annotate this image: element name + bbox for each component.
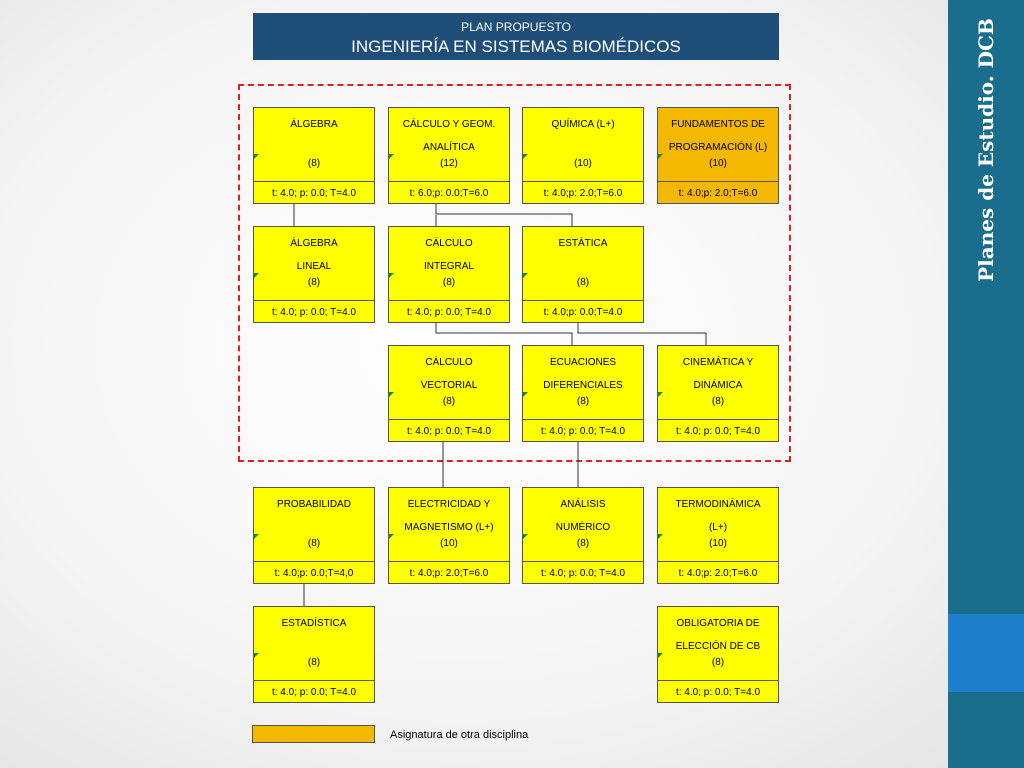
- course-box-cinematica-dinamica[interactable]: [657, 345, 779, 442]
- course-credits: (8): [711, 657, 725, 668]
- plan-title: INGENIERÍA EN SISTEMAS BIOMÉDICOS: [351, 37, 681, 56]
- course-hours: t: 4.0;p: 2.0;T=6.0: [543, 188, 623, 199]
- course-name-line1: ÁLGEBRA: [290, 238, 338, 249]
- course-name-line2: PROGRAMACIÓN (L): [668, 142, 768, 153]
- course-name-line1: ESTADÍSTICA: [281, 618, 347, 629]
- course-hours: t: 4.0;p: 0.0;T=4,0: [274, 568, 354, 579]
- course-box-algebra[interactable]: [253, 107, 375, 204]
- course-name-line1: CÁLCULO: [425, 238, 473, 249]
- course-hours: t: 4.0; p: 0.0; T=4.0: [406, 307, 492, 318]
- course-credits: (8): [307, 158, 321, 169]
- course-name-line1: TERMODINÁMICA: [675, 499, 761, 510]
- course-credits: (10): [440, 538, 458, 549]
- course-box-calculo-vectorial[interactable]: [388, 345, 510, 442]
- course-hours: t: 4.0;p: 2.0;T=6.0: [409, 568, 489, 579]
- course-credits: (8): [576, 396, 590, 407]
- course-hours: t: 4.0; p: 0.0; T=4.0: [271, 687, 357, 698]
- course-credits: (8): [307, 277, 321, 288]
- legend-label: Asignatura de otra disciplina: [390, 729, 529, 741]
- course-name-line1: OBLIGATORIA DE: [676, 618, 760, 629]
- course-name-line2: DINÁMICA: [693, 380, 743, 391]
- course-name-line1: ECUACIONES: [549, 357, 617, 368]
- course-name-line1: ESTÁTICA: [558, 238, 608, 249]
- course-credits: (8): [307, 657, 321, 668]
- course-box-ecuaciones-diferenciales[interactable]: [522, 345, 644, 442]
- legend-swatch: [252, 725, 375, 743]
- course-credits: (8): [442, 396, 456, 407]
- course-name-line2: MAGNETISMO (L+): [404, 522, 494, 533]
- course-name-line2: ELECCIÓN DE CB: [675, 641, 761, 652]
- course-credits: (12): [440, 158, 458, 169]
- plan-subtitle: PLAN PROPUESTO: [461, 20, 571, 34]
- course-box-analisis-numerico[interactable]: [522, 487, 644, 584]
- course-name-line2: DIFERENCIALES: [543, 380, 623, 391]
- course-hours: t: 4.0; p: 0.0; T=4.0: [271, 188, 357, 199]
- course-name-line1: FUNDAMENTOS DE: [671, 119, 765, 130]
- course-name-line2: ANALÍTICA: [423, 142, 475, 153]
- course-hours: t: 4.0;p: 2.0;T=6.0: [678, 188, 758, 199]
- course-name-line1: ÁLGEBRA: [290, 119, 338, 130]
- course-name-line2: (L+): [708, 522, 728, 533]
- course-credits: (8): [576, 277, 590, 288]
- course-hours: t: 4.0; p: 0.0; T=4.0: [406, 426, 492, 437]
- sidebar-vertical-title: Planes de Estudio. DCB: [974, 18, 998, 282]
- course-name-line1: ELECTRICIDAD Y: [407, 499, 491, 510]
- course-name-line2: LINEAL: [296, 261, 332, 272]
- course-name-line1: CINEMÁTICA Y: [682, 357, 754, 368]
- course-hours: t: 4.0;p: 0.0;T=4.0: [543, 307, 623, 318]
- course-hours: t: 6.0;p: 0.0;T=6.0: [409, 188, 489, 199]
- course-name-line1: ANÁLISIS: [560, 499, 606, 510]
- course-box-algebra-lineal[interactable]: [253, 226, 375, 323]
- course-box-calculo-integral[interactable]: [388, 226, 510, 323]
- course-hours: t: 4.0; p: 0.0; T=4.0: [540, 568, 626, 579]
- course-credits: (8): [576, 538, 590, 549]
- course-hours: t: 4.0; p: 0.0; T=4.0: [271, 307, 357, 318]
- course-hours: t: 4.0; p: 0.0; T=4.0: [675, 687, 761, 698]
- course-box-obligatoria-eleccion-cb[interactable]: [657, 606, 779, 703]
- course-credits: (8): [307, 538, 321, 549]
- course-credits: (10): [709, 158, 727, 169]
- course-box-quimica[interactable]: [522, 107, 644, 204]
- course-name-line1: PROBABILIDAD: [277, 499, 351, 510]
- course-credits: (8): [711, 396, 725, 407]
- course-hours: t: 4.0;p: 2.0;T=6.0: [678, 568, 758, 579]
- course-box-calculo-geom-analitica[interactable]: [388, 107, 510, 204]
- course-name-line2: VECTORIAL: [420, 380, 478, 391]
- course-box-electricidad-magnetismo[interactable]: [388, 487, 510, 584]
- course-credits: (10): [574, 158, 592, 169]
- course-name-line1: QUÍMICA (L+): [551, 119, 615, 130]
- course-hours: t: 4.0; p: 0.0; T=4.0: [675, 426, 761, 437]
- course-box-termodinamica[interactable]: [657, 487, 779, 584]
- course-hours: t: 4.0; p: 0.0; T=4.0: [540, 426, 626, 437]
- course-credits: (8): [442, 277, 456, 288]
- course-box-estatica[interactable]: [522, 226, 644, 323]
- course-box-probabilidad[interactable]: [253, 487, 375, 584]
- course-box-fundamentos-programacion[interactable]: [657, 107, 779, 204]
- course-name-line1: CÁLCULO Y GEOM.: [402, 119, 496, 130]
- course-box-estadistica[interactable]: [253, 606, 375, 703]
- course-name-line2: NUMÉRICO: [555, 522, 611, 533]
- course-credits: (10): [709, 538, 727, 549]
- course-name-line1: CÁLCULO: [425, 357, 473, 368]
- course-name-line2: INTEGRAL: [423, 261, 474, 272]
